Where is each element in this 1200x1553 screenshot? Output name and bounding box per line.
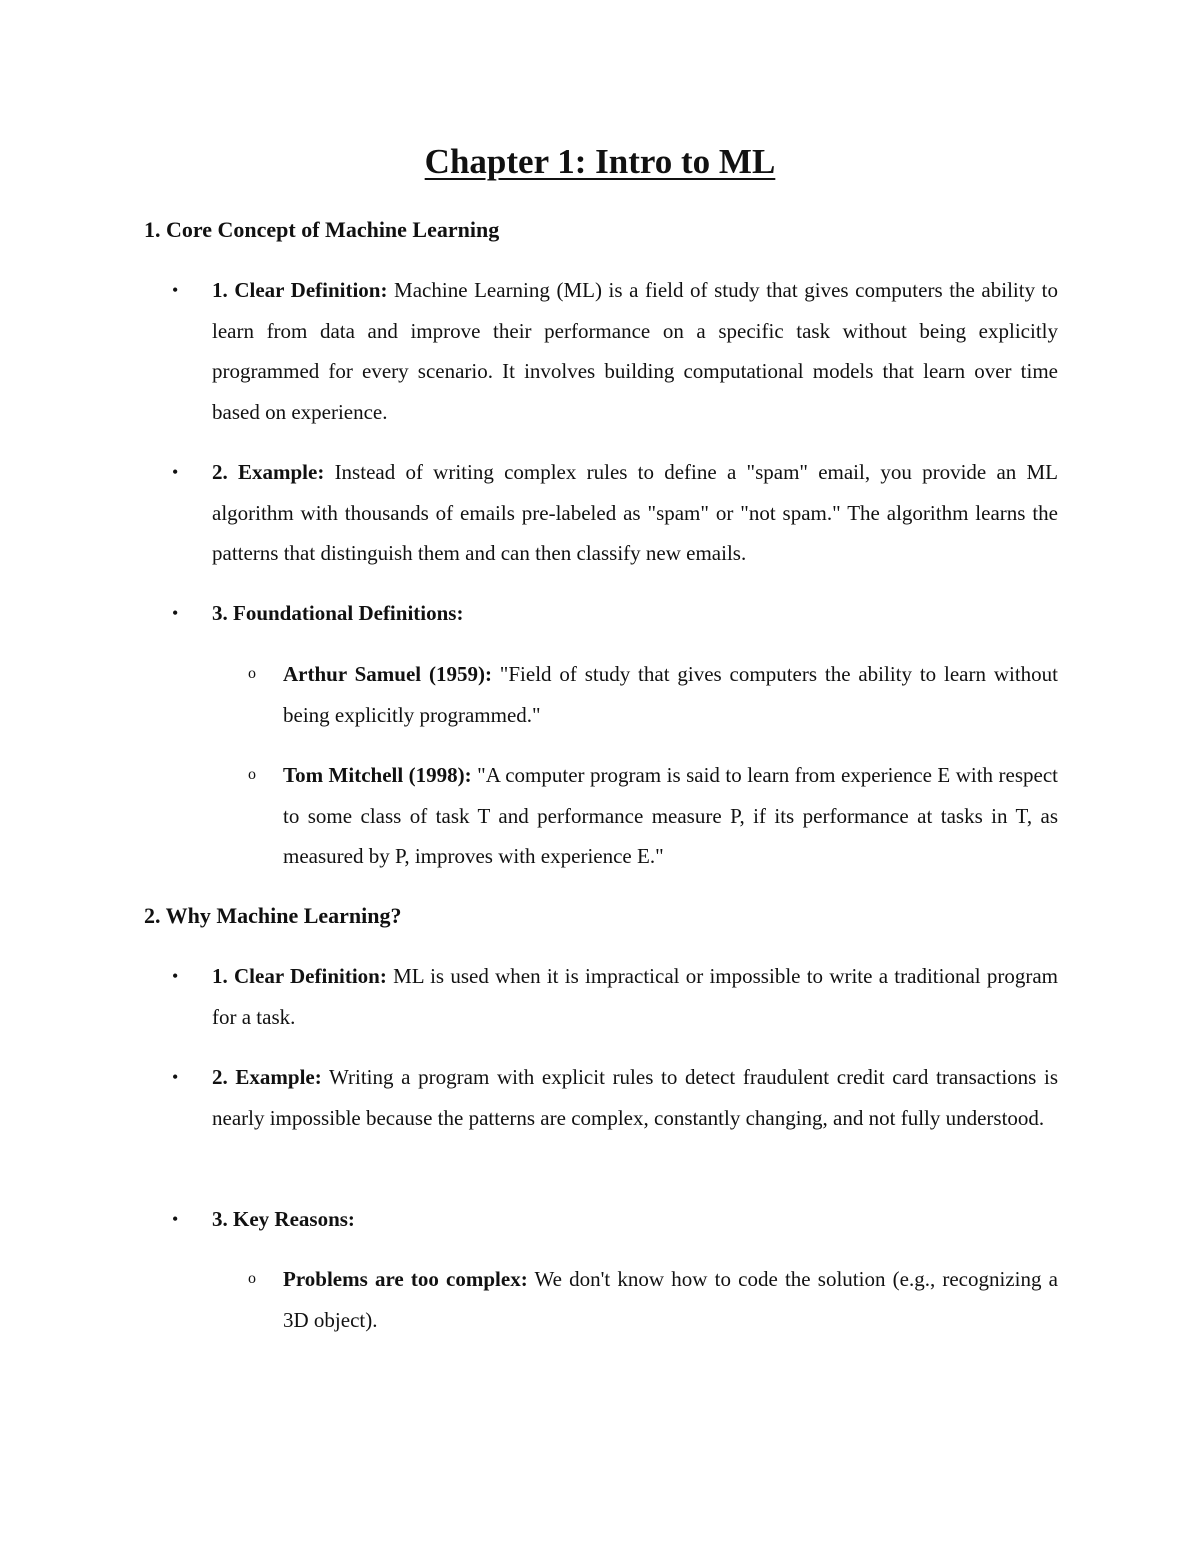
item-lead: 3. Key Reasons: bbox=[212, 1207, 355, 1231]
bullet-icon: • bbox=[172, 966, 179, 986]
item-text: "A computer program is said to learn from experience E with respect to some class of task T and performance measure P, if its performance at tasks in T, as measured by P, improves with experience E." bbox=[283, 763, 1058, 869]
item-text: Writing a program with explicit rules to detect fraudulent credit card transactions is nearly impossible because the patterns are complex, constantly changing, and not fully understood. bbox=[212, 1065, 1059, 1130]
section-heading-core-concept: 1. Core Concept of Machine Learning bbox=[144, 217, 500, 242]
bullet-icon: • bbox=[172, 1209, 179, 1229]
sub-item-tom-mitchell bbox=[248, 755, 1058, 877]
list-item-foundational-definitions bbox=[172, 593, 1058, 634]
item-text: Machine Learning (ML) is a field of study that gives computers the ability to learn from data and improve their performance on a specific task without being explicitly programmed for every scenario. It involves building computational models that learn over time based on experience. bbox=[212, 278, 1058, 424]
item-lead: 1. Clear Definition: bbox=[212, 278, 388, 302]
circle-bullet-icon: o bbox=[248, 1270, 256, 1287]
circle-bullet-icon: o bbox=[248, 766, 256, 783]
sub-item-arthur-samuel bbox=[248, 654, 1059, 735]
item-text: "Field of study that gives computers the ability to learn without being explicitly programmed." bbox=[283, 662, 1059, 727]
bullet-icon: • bbox=[172, 280, 179, 300]
item-lead: Arthur Samuel (1959): bbox=[283, 662, 492, 686]
item-lead: 2. Example: bbox=[212, 460, 325, 484]
list-item-example bbox=[172, 1057, 1059, 1138]
list-item-clear-definition bbox=[172, 956, 1058, 1037]
item-text: Instead of writing complex rules to define a "spam" email, you provide an ML algorithm with thousands of emails pre-labeled as "spam" or "not spam." The algorithm learns the patterns that distinguish them and can then classify new emails. bbox=[212, 460, 1059, 566]
sub-item-problems-too-complex bbox=[248, 1259, 1058, 1340]
section-heading-why-ml: 2. Why Machine Learning? bbox=[144, 903, 402, 928]
list-item-key-reasons bbox=[172, 1199, 1058, 1240]
list-item-clear-definition bbox=[172, 270, 1058, 432]
item-lead: Problems are too complex: bbox=[283, 1267, 528, 1291]
circle-bullet-icon: o bbox=[248, 665, 256, 682]
item-lead: 1. Clear Definition: bbox=[212, 964, 387, 988]
list-item-example bbox=[172, 452, 1059, 574]
page-title: Chapter 1: Intro to ML bbox=[424, 142, 776, 181]
item-text: We don't know how to code the solution (e.g., recognizing a 3D object). bbox=[283, 1267, 1058, 1332]
bullet-icon: • bbox=[172, 603, 179, 623]
item-lead: 3. Foundational Definitions: bbox=[212, 601, 464, 625]
bullet-icon: • bbox=[172, 462, 179, 482]
item-lead: Tom Mitchell (1998): bbox=[283, 763, 472, 787]
item-text: ML is used when it is impractical or impossible to write a traditional program for a task. bbox=[212, 964, 1058, 1029]
item-lead: 2. Example: bbox=[212, 1065, 322, 1089]
bullet-icon: • bbox=[172, 1067, 179, 1087]
